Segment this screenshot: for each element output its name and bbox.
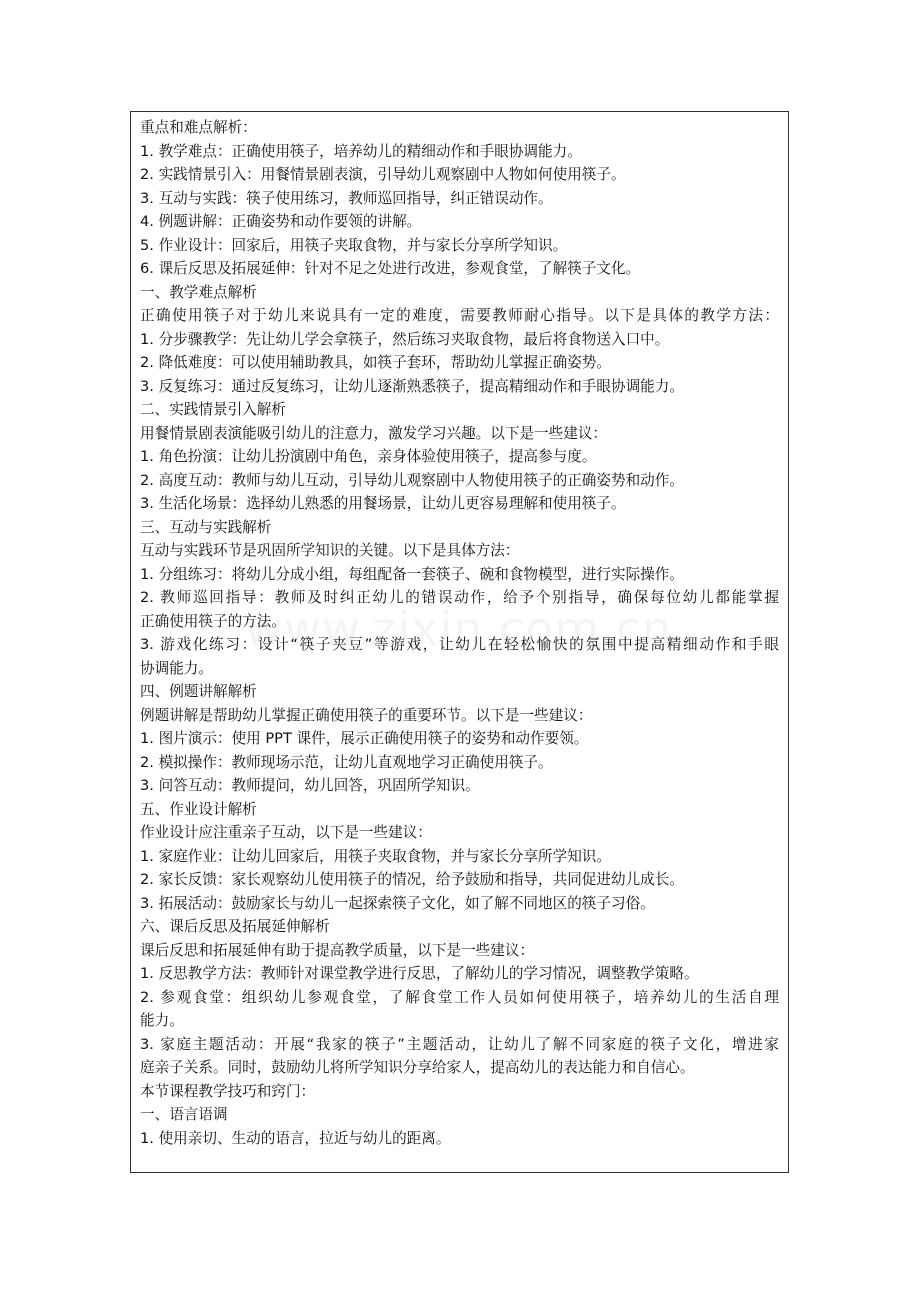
document-line: 互动与实践环节是巩固所学知识的关键。以下是具体方法： <box>140 542 520 559</box>
content-table-cell <box>130 111 789 1173</box>
document-line: 2. 实践情景引入：用餐情景剧表演，引导幼儿观察剧中人物如何使用筷子。 <box>140 166 626 183</box>
document-line: 3. 互动与实践：筷子使用练习，教师巡回指导，纠正错误动作。 <box>140 189 553 207</box>
document-line: 3. 反复练习：通过反复练习，让幼儿逐渐熟悉筷子，提高精细动作和手眼协调能力。 <box>140 377 684 395</box>
document-line: 1. 教学难点：正确使用筷子，培养幼儿的精细动作和手眼协调能力。 <box>140 142 582 160</box>
document-line: 正确使用筷子对于幼儿来说具有一定的难度，需要教师耐心指导。以下是具体的教学方法： <box>140 307 779 324</box>
document-line: 例题讲解是帮助幼儿掌握正确使用筷子的重要环节。以下是一些建议： <box>140 706 593 724</box>
document-line: 6. 课后反思及拓展延伸：针对不足之处进行改进，参观食堂，了解筷子文化。 <box>140 260 641 277</box>
document-line: 三、互动与实践解析 <box>140 518 272 536</box>
document-line: 一、语言语调 <box>140 1106 228 1123</box>
document-line: 2. 参观食堂：组织幼儿参观食堂，了解食堂工作人员如何使用筷子，培养幼儿的生活自理 <box>140 988 779 1006</box>
document-line: 本节课程教学技巧和窍门： <box>140 1082 316 1100</box>
document-line: 2. 家长反馈：家长观察幼儿使用筷子的情况，给予鼓励和指导，共同促进幼儿成长。 <box>140 871 684 888</box>
document-line: 3. 家庭主题活动：开展“我家的筷子”主题活动，让幼儿了解不同家庭的筷子文化，增进家 <box>140 1035 779 1053</box>
document-line: 四、例题讲解解析 <box>140 683 257 700</box>
document-line: 1. 使用亲切、生动的语言，拉近与幼儿的距离。 <box>140 1129 451 1147</box>
document-line: 五、作业设计解析 <box>140 800 257 818</box>
document-line: 2. 教师巡回指导：教师及时纠正幼儿的错误动作，给予个别指导，确保每位幼儿都能掌握 <box>140 589 779 606</box>
document-body <box>140 116 779 1150</box>
document-line: 1. 分组练习：将幼儿分成小组，每组配备一套筷子、碗和食物模型，进行实际操作。 <box>140 565 684 583</box>
document-line: 庭亲子关系。同时，鼓励幼儿将所学知识分享给家人，提高幼儿的表达能力和自信心。 <box>140 1059 695 1076</box>
document-line: 1. 反思教学方法：教师针对课堂教学进行反思，了解幼儿的学习情况，调整教学策略。 <box>140 965 699 982</box>
document-line: 1. 图片演示：使用 PPT 课件，展示正确使用筷子的姿势和动作要领。 <box>140 730 589 747</box>
document-line: 4. 例题讲解：正确姿势和动作要领的讲解。 <box>140 213 422 230</box>
document-line: 二、实践情景引入解析 <box>140 401 286 418</box>
document-line: 5. 作业设计：回家后，用筷子夹取食物，并与家长分享所学知识。 <box>140 236 568 254</box>
document-line: 2. 降低难度：可以使用辅助教具，如筷子套环，帮助幼儿掌握正确姿势。 <box>140 354 611 371</box>
document-line: 1. 角色扮演：让幼儿扮演剧中角色，亲身体验使用筷子，提高参与度。 <box>140 448 597 465</box>
document-line: 正确使用筷子的方法。 <box>140 612 286 630</box>
document-line: 能力。 <box>140 1012 184 1029</box>
document-line: 3. 生活化场景：选择幼儿熟悉的用餐场景，让幼儿更容易理解和使用筷子。 <box>140 495 626 512</box>
document-line: 作业设计应注重亲子互动，以下是一些建议： <box>140 824 432 841</box>
document-line: 课后反思和拓展延伸有助于提高教学质量，以下是一些建议： <box>140 941 535 959</box>
document-line: 一、教学难点解析 <box>140 283 257 301</box>
document-line: 2. 高度互动：教师与幼儿互动，引导幼儿观察剧中人物使用筷子的正确姿势和动作。 <box>140 471 684 489</box>
document-line: 3. 问答互动：教师提问，幼儿回答，巩固所学知识。 <box>140 777 480 794</box>
document-line: 六、课后反思及拓展延伸解析 <box>140 918 330 935</box>
document-line: 1. 分步骤教学：先让幼儿学会拿筷子，然后练习夹取食物，最后将食物送入口中。 <box>140 330 670 348</box>
document-line: 用餐情景剧表演能吸引幼儿的注意力，激发学习兴趣。以下是一些建议： <box>140 424 608 442</box>
document-line: 1. 家庭作业：让幼儿回家后，用筷子夹取食物，并与家长分享所学知识。 <box>140 847 611 865</box>
document-line: 协调能力。 <box>140 659 213 677</box>
document-line: 3. 游戏化练习：设计“筷子夹豆”等游戏，让幼儿在轻松愉快的氛围中提高精细动作和手眼 <box>140 636 779 653</box>
document-line: 2. 模拟操作：教师现场示范，让幼儿直观地学习正确使用筷子。 <box>140 753 553 771</box>
document-line: 重点和难点解析： <box>140 119 257 136</box>
document-line: 3. 拓展活动：鼓励家长与幼儿一起探索筷子文化，如了解不同地区的筷子习俗。 <box>140 894 655 912</box>
